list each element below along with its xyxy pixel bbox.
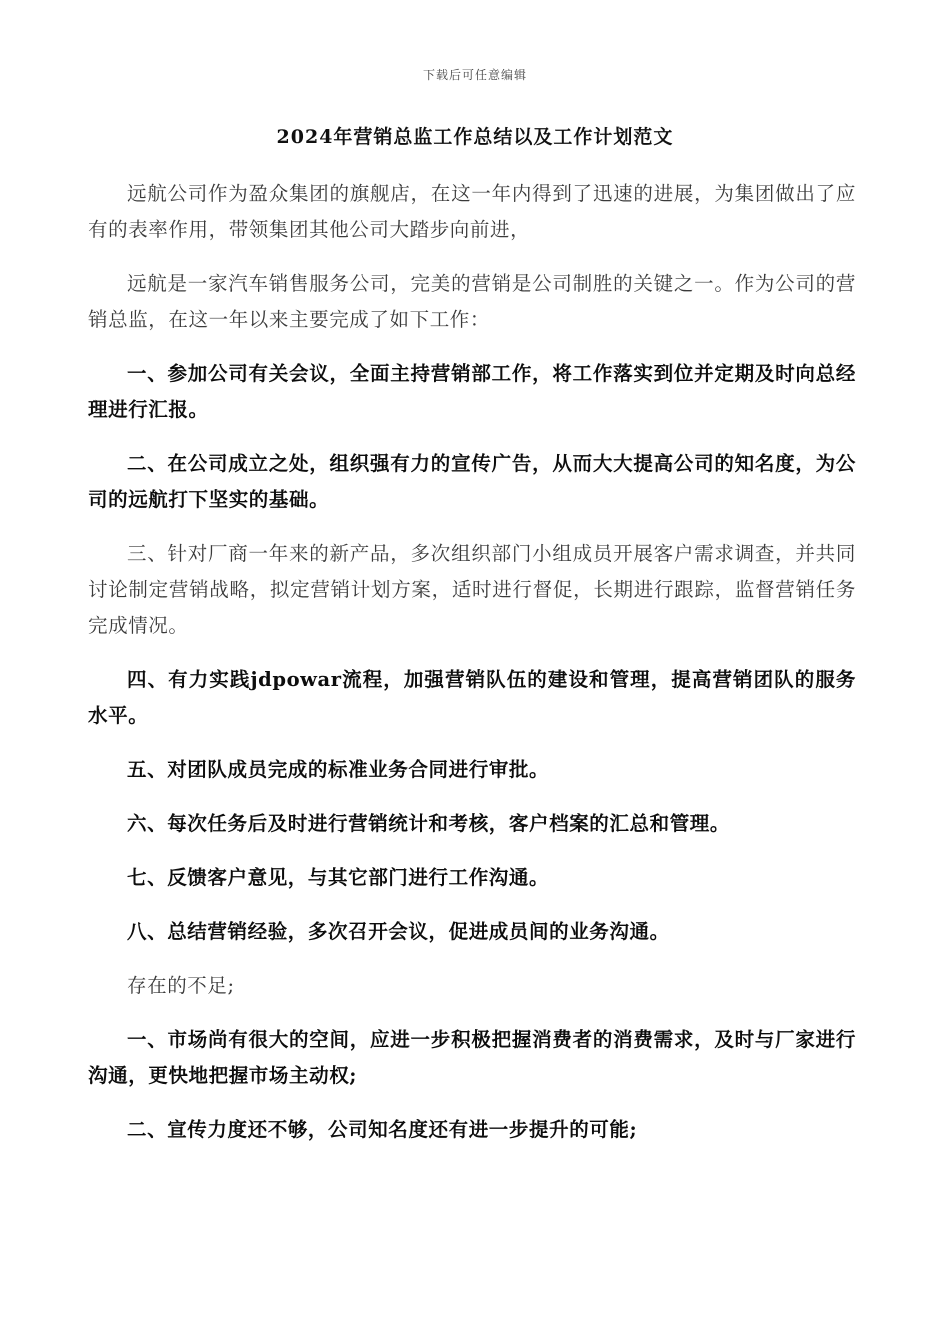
paragraph: 四、有力实践jdpowar流程，加强营销队伍的建设和管理，提高营销团队的服务水平。 (88, 668, 856, 727)
document-title: 2024年营销总监工作总结以及工作计划范文 (276, 126, 674, 148)
document-body (88, 176, 856, 1166)
paragraph: 七、反馈客户意见，与其它部门进行工作沟通。 (127, 866, 550, 889)
paragraph: 远航是一家汽车销售服务公司，完美的营销是公司制胜的关键之一。作为公司的营销总监，在这一年以来主要完成了如下工作： (88, 272, 856, 331)
paragraph: 六、每次任务后及时进行营销统计和考核，客户档案的汇总和管理。 (127, 812, 731, 835)
paragraph: 远航公司作为盈众集团的旗舰店，在这一年内得到了迅速的进展，为集团做出了应有的表率作用，带领集团其他公司大踏步向前进， (88, 182, 856, 241)
paragraph: 五、对团队成员完成的标准业务合同进行审批。 (127, 758, 550, 781)
paragraph: 存在的不足; (127, 974, 235, 997)
paragraph: 八、总结营销经验，多次召开会议，促进成员间的业务沟通。 (127, 920, 670, 943)
header-note: 下载后可任意编辑 (422, 68, 527, 82)
paragraph: 一、市场尚有很大的空间，应进一步积极把握消费者的消费需求，及时与厂家进行沟通，更快地把握市场主动权; (88, 1028, 856, 1087)
paragraph: 一、参加公司有关会议，全面主持营销部工作，将工作落实到位并定期及时向总经理进行汇报。 (88, 362, 856, 421)
paragraph: 三、针对厂商一年来的新产品，多次组织部门小组成员开展客户需求调查，并共同讨论制定营销战略，拟定营销计划方案，适时进行督促，长期进行跟踪，监督营销任务完成情况。 (88, 542, 856, 637)
paragraph: 二、在公司成立之处，组织强有力的宣传广告，从而大大提高公司的知名度，为公司的远航打下坚实的基础。 (88, 452, 856, 511)
paragraph: 二、宣传力度还不够，公司知名度还有进一步提升的可能; (127, 1118, 638, 1141)
